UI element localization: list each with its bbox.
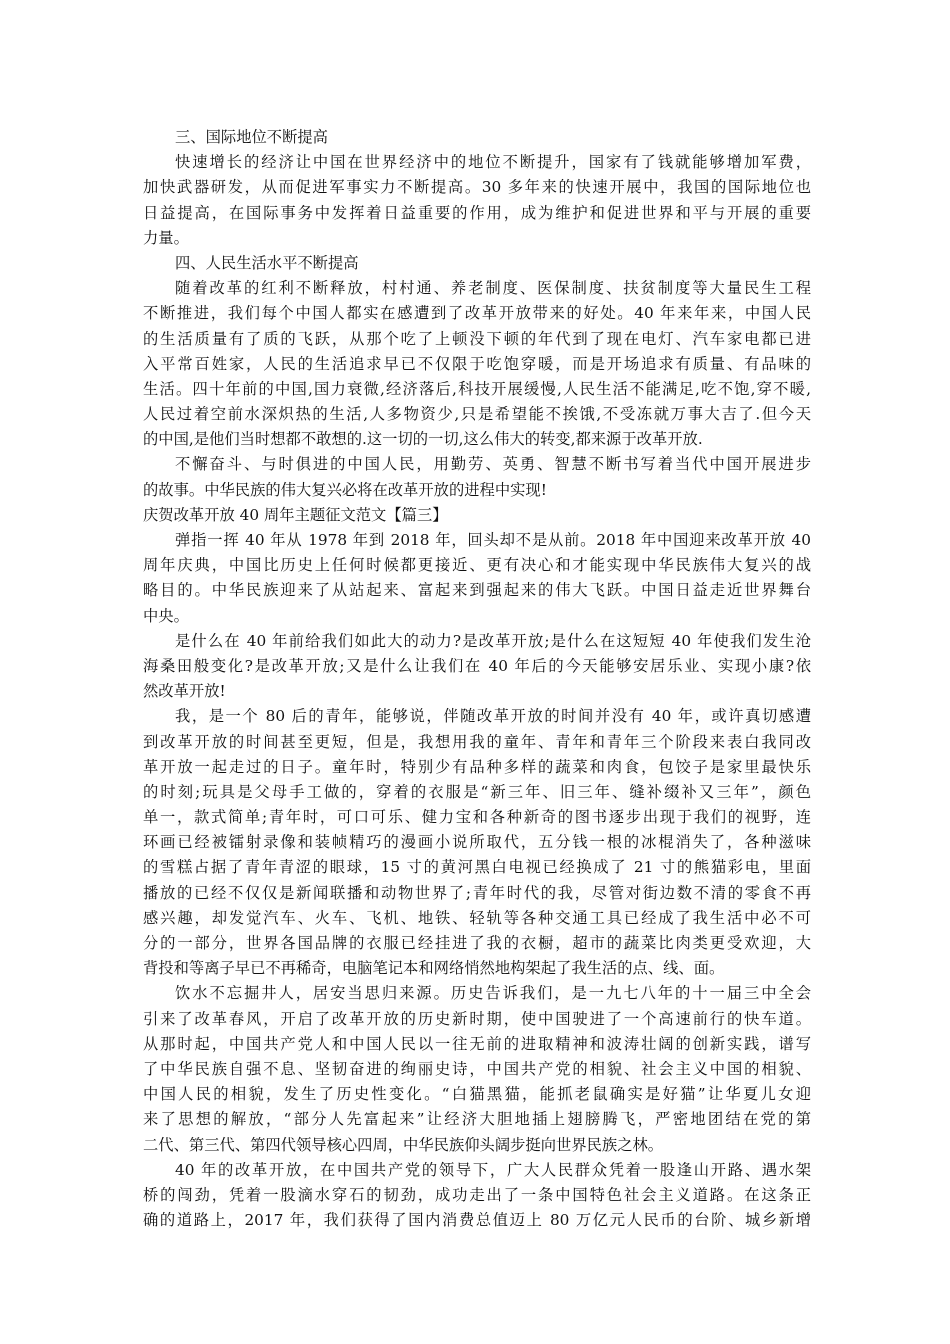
text-line: 中央。 xyxy=(143,606,189,625)
text-line: 的生活质量有了质的飞跃，从那个吃了上顿没下顿的年代到了现在电灯、汽车家电都已进 xyxy=(143,329,811,348)
document-page xyxy=(143,125,811,1233)
text-line: 革开放一起走过的日子。童年时，特别少有品种多样的蔬菜和肉食，包饺子是家里最快乐 xyxy=(143,757,811,776)
text-line: 到改革开放的时间甚至更短，但是，我想用我的童年、青年和青年三个阶段来表白我同改 xyxy=(143,732,811,751)
text-line: 周年庆典，中国比历史上任何时候都更接近、更有决心和才能实现中华民族伟大复兴的战 xyxy=(143,556,811,575)
text-line: 不断推进，我们每个中国人都实在感遭到了改革开放带来的好处。40 年来年来，中国人民 xyxy=(143,304,811,323)
text-line: 感兴趣，却发觉汽车、火车、飞机、地铁、轻轨等各种交通工具已经成了我生活中必不可 xyxy=(143,908,811,927)
text-line: 快速增长的经济让中国在世界经济中的地位不断提升，国家有了钱就能够增加军费， xyxy=(175,153,811,172)
text-line: 庆贺改革开放 40 周年主题征文范文【篇三】 xyxy=(143,505,448,524)
text-line: 的雪糕占据了青年青涩的眼球，15 寸的黄河黑白电视已经换成了 21 寸的熊猫彩电，里面 xyxy=(143,858,811,877)
text-line: 播放的已经不仅仅是新闻联播和动物世界了;青年时代的我，尽管对街边数不清的零食不再 xyxy=(143,883,811,902)
text-line: 入平常百姓家，人民的生活追求早已不仅限于吃饱穿暖，而是开场追求有质量、有品味的 xyxy=(143,354,811,373)
text-line: 了中华民族自强不息、坚韧奋进的绚丽史诗，中国共产党的相貌、社会主义中国的相貌、 xyxy=(143,1059,811,1078)
text-line: 的中国,是他们当时想都不敢想的.这一切的一切,这么伟大的转变,都来源于改革开放. xyxy=(143,430,703,449)
text-line: 生活。四十年前的中国,国力衰微,经济落后,科技开展缓慢,人民生活不能满足,吃不饱,穿不暖, xyxy=(143,379,811,398)
text-line: 加快武器研发，从而促进军事实力不断提高。30 多年来的快速开展中，我国的国际地位也 xyxy=(143,178,811,197)
text-line: 弹指一挥 40 年从 1978 年到 2018 年，回头却不是从前。2018 年中国迎来改革开放 40 xyxy=(175,531,811,549)
text-line: 海桑田般变化?是改革开放;又是什么让我们在 40 年后的今天能够安居乐业、实现小康?依 xyxy=(143,656,811,675)
text-line: 40 年的改革开放，在中国共产党的领导下，广大人民群众凭着一股逢山开路、遇水架 xyxy=(175,1160,811,1179)
text-line: 的时刻;玩具是父母手工做的，穿着的衣服是“新三年、旧三年、缝补缀补又三年”，颜色 xyxy=(143,782,811,801)
text-line: 中国人民的相貌，发生了历史性变化。“白猫黑猫，能抓老鼠确实是好猫”让华夏儿女迎 xyxy=(143,1085,811,1104)
text-line: 桥的闯劲，凭着一股滴水穿石的韧劲，成功走出了一条中国特色社会主义道路。在这条正 xyxy=(143,1185,811,1204)
text-line: 力量。 xyxy=(143,228,189,247)
text-line: 不懈奋斗、与时俱进的中国人民，用勤劳、英勇、智慧不断书写着当代中国开展进步 xyxy=(175,455,811,474)
text-line: 二代、第三代、第四代领导核心四周，中华民族仰头阔步挺向世界民族之林。 xyxy=(143,1135,664,1154)
text-line: 四、人民生活水平不断提高 xyxy=(175,253,359,272)
text-line: 然改革开放! xyxy=(143,682,226,701)
text-line: 的故事。中华民族的伟大复兴必将在改革开放的进程中实现! xyxy=(143,480,547,499)
text-line: 我，是一个 80 后的青年，能够说，伴随改革开放的时间并没有 40 年，或许真切感遭 xyxy=(175,707,811,726)
text-line: 随着改革的红利不断释放，村村通、养老制度、医保制度、扶贫制度等大量民生工程 xyxy=(175,279,811,298)
text-line: 略目的。中华民族迎来了从站起来、富起来到强起来的伟大飞跃。中国日益走近世界舞台 xyxy=(143,581,811,600)
text-line: 分的一部分，世界各国品牌的衣服已经挂进了我的衣橱，超市的蔬菜比肉类更受欢迎，大 xyxy=(143,934,811,952)
text-line: 确的道路上，2017 年，我们获得了国内消费总值迈上 80 万亿元人民币的台阶、城乡新增 xyxy=(143,1211,811,1230)
text-line: 从那时起，中国共产党人和中国人民以一往无前的进取精神和波涛壮阔的创新实践，谱写 xyxy=(143,1034,811,1053)
text-line: 是什么在 40 年前给我们如此大的动力?是改革开放;是什么在这短短 40 年使我们发生沧 xyxy=(175,631,811,650)
text-line: 日益提高，在国际事务中发挥着日益重要的作用，成为维护和促进世界和平与开展的重要 xyxy=(143,203,811,222)
text-line: 环画已经被镭射录像和装帧精巧的漫画小说所取代，五分钱一根的冰棍消失了，各种滋味 xyxy=(143,833,811,852)
text-line: 饮水不忘掘井人，居安当思归来源。历史告诉我们，是一九七八年的十一届三中全会 xyxy=(175,984,811,1003)
text-line: 单一，款式简单;青年时，可口可乐、健力宝和各种新奇的图书逐步出现于我们的视野，连 xyxy=(143,808,811,827)
text-line: 三、国际地位不断提高 xyxy=(175,128,328,146)
text-line: 人民过着空前水深炽热的生活,人多物资少,只是希望能不挨饿,不受冻就万事大吉了.但今天 xyxy=(143,405,811,424)
text-line: 来了思想的解放，“部分人先富起来”让经济大胆地插上翅膀腾飞，严密地团结在党的第 xyxy=(143,1110,811,1129)
text-line: 背投和等离子早已不再稀奇，电脑笔记本和网络悄然地构架起了我生活的点、线、面。 xyxy=(143,959,725,978)
text-line: 引来了改革春风，开启了改革开放的历史新时期，使中国驶进了一个高速前行的快车道。 xyxy=(143,1009,811,1028)
